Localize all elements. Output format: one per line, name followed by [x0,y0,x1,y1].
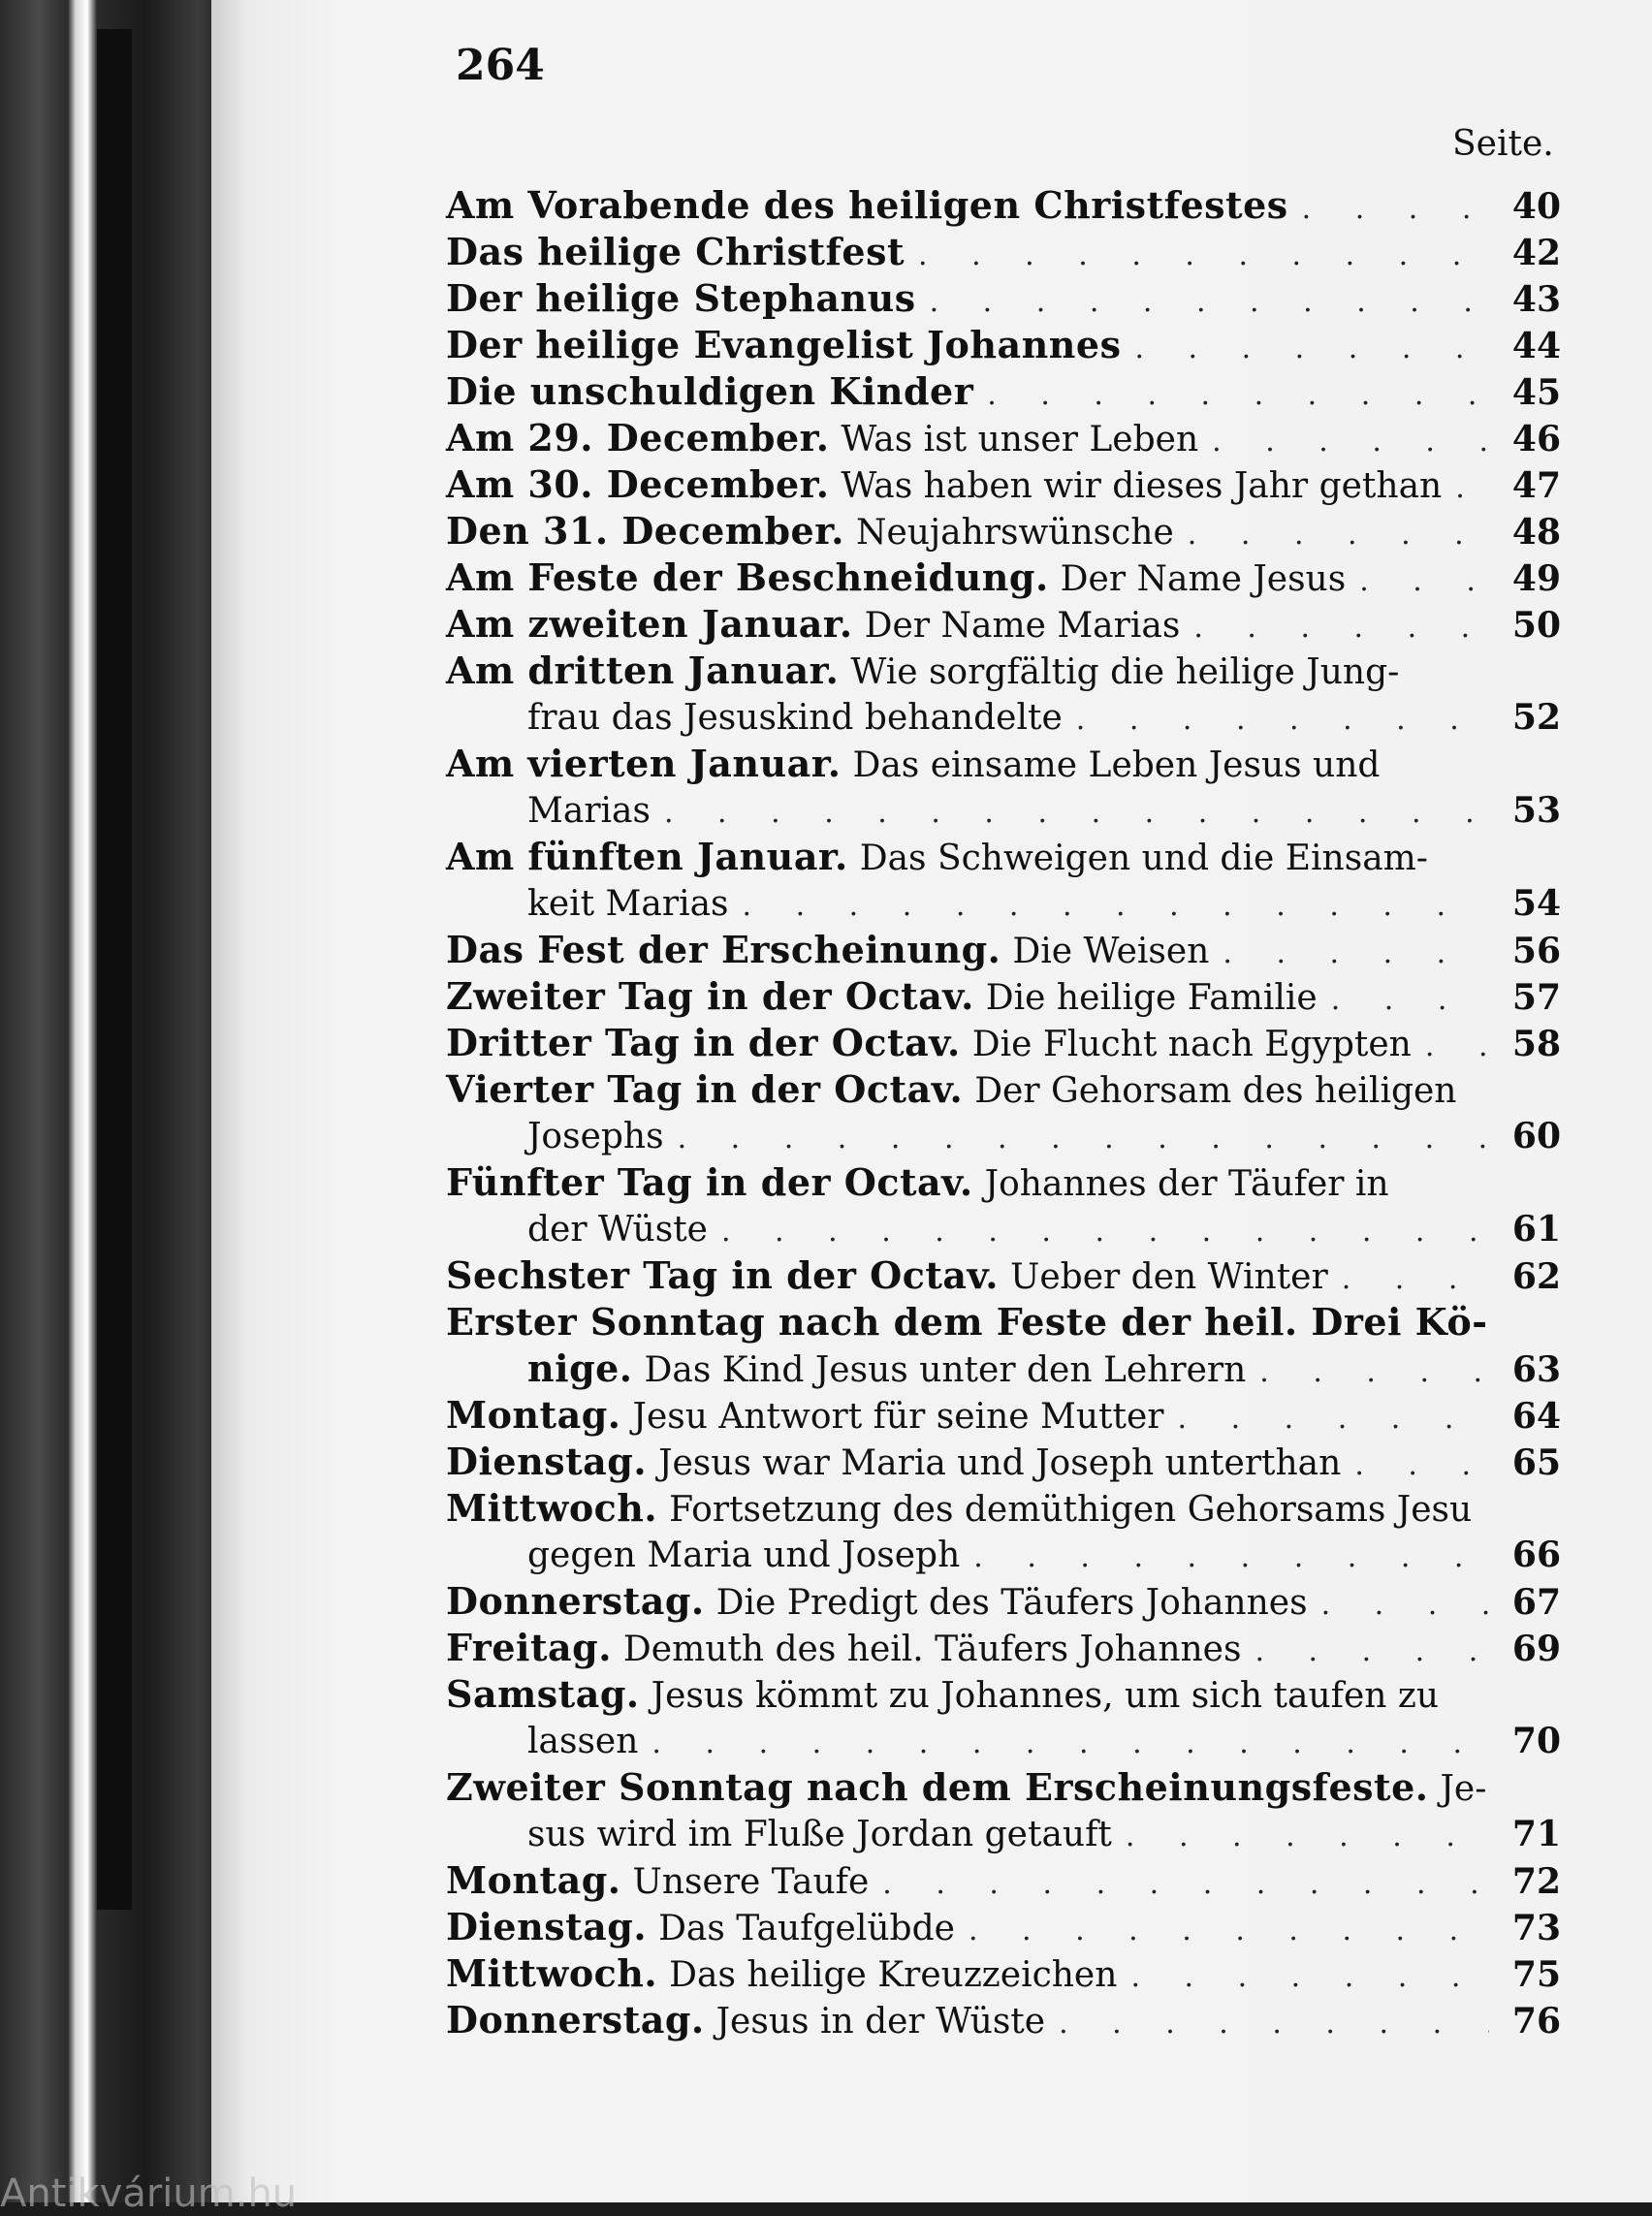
toc-entry [446,1997,1561,2043]
toc-entry [446,461,1561,508]
toc-entry-title: Am dritten Januar. [446,649,840,692]
toc-entry [446,1950,1561,1997]
toc-entry [446,229,1561,275]
toc-entry-page: 52 [1511,697,1561,738]
toc-entry-title: Dienstag. [446,1905,648,1948]
toc-entry-text: Neujahrswünsche [856,513,1174,553]
toc-entry [446,1578,1561,1625]
dot-leader [1354,1442,1489,1489]
toc-entry-page: 53 [1511,790,1561,831]
toc-entry-page: 69 [1511,1629,1561,1669]
toc-entry [446,1857,1561,1904]
toc-entry-page: 61 [1511,1209,1561,1250]
toc-entry-page: 57 [1511,977,1561,1018]
toc-entry-line [446,1625,1561,1671]
toc-entry-line [446,415,1561,461]
toc-entry-page: 70 [1511,1721,1561,1761]
toc-entry-title: Zweiter Tag in der Octav. [446,974,974,1018]
toc-entry-line [446,1578,1561,1625]
toc-entry-text: Die Predigt des Täufers Johannes [715,1583,1308,1623]
toc-entry-text-continuation: lassen [527,1722,639,1761]
toc-entry-text: Was haben wir dieses Jahr gethan [841,466,1443,506]
toc-entry-continuation [446,880,1561,927]
toc-entry-title: Den 31. December. [446,509,844,553]
toc-entry-text: Unsere Taufe [632,1862,870,1902]
toc-entry-title: Das heilige Christfest [446,230,905,273]
toc-entry-page: 64 [1511,1396,1561,1437]
toc-entry-line [446,1392,1561,1439]
toc-entry-line [446,1671,1561,1718]
toc-entry-page: 49 [1511,558,1561,599]
toc-entry-text: Der Name Marias [864,606,1181,646]
toc-entry-text: Je- [1440,1769,1487,1809]
toc-entry-text-continuation: keit Marias [527,884,729,924]
toc-entry-line [446,508,1561,554]
toc-entry-text: Was ist unser Leben [841,420,1199,459]
dot-leader [1321,1582,1489,1629]
toc-entry-title: Vierter Tag in der Octav. [446,1067,964,1111]
dot-leader [664,790,1489,837]
toc-entry-line [446,1439,1561,1485]
toc-entry-line [446,973,1561,1020]
toc-entry-page: 63 [1511,1349,1561,1390]
toc-entry [446,368,1561,415]
table-of-contents [446,182,1561,2043]
toc-entry-title: Am vierten Januar. [446,742,842,785]
toc-entry-text-continuation: Das Kind Jesus unter den Lehrern [644,1350,1247,1390]
toc-entry-title: Das Fest der Erscheinung. [446,928,1001,971]
toc-entry-page: 48 [1511,512,1561,553]
toc-entry-text: Das einsame Leben Jesus und [852,745,1381,785]
dot-leader [1259,1349,1489,1396]
toc-entry-text: Die Weisen [1012,932,1210,971]
toc-entry-line [446,1020,1561,1066]
toc-entry-title: Fünfter Tag in der Octav. [446,1160,973,1204]
toc-entry-title: Die unschuldigen Kinder [446,369,974,413]
toc-entry-continuation [446,694,1561,741]
toc-entry [446,1252,1561,1299]
toc-entry [446,1671,1561,1764]
toc-entry-page: 44 [1511,326,1561,366]
toc-entry [446,1439,1561,1485]
toc-entry-page: 60 [1511,1116,1561,1156]
toc-entry-page: 54 [1511,883,1561,924]
toc-entry-text: Die Flucht nach Egypten [971,1025,1412,1064]
toc-entry-continuation [446,1113,1561,1159]
toc-entry-line [446,275,1561,322]
toc-entry-line [446,1299,1561,1345]
toc-entry [446,322,1561,368]
toc-entry-page: 43 [1511,279,1561,320]
toc-entry-page: 47 [1511,465,1561,506]
toc-entry-page: 65 [1511,1442,1561,1483]
toc-entry-page: 72 [1511,1861,1561,1902]
book-spine-strip [97,29,132,1910]
toc-entry [446,554,1561,601]
toc-entry-text-continuation: sus wird im Fluße Jordan getauft [527,1815,1112,1854]
toc-entry-line [446,1950,1561,1997]
toc-entry-text-continuation: Josephs [527,1117,664,1156]
toc-entry-title: Am 29. December. [446,416,830,459]
toc-entry-page: 58 [1511,1024,1561,1064]
toc-entry-continuation [446,1811,1561,1857]
toc-entry-title: Donnerstag. [446,1998,705,2042]
toc-entry-text-continuation: der Wüste [527,1210,708,1250]
toc-entry-continuation [446,1532,1561,1578]
toc-entry-title: Freitag. [446,1626,612,1669]
toc-entry-text: Die heilige Familie [985,978,1318,1018]
dot-leader [743,883,1489,930]
toc-entry-continuation [446,1718,1561,1764]
dot-leader [1223,931,1489,977]
toc-entry-page: 76 [1511,2001,1561,2042]
dot-leader [1302,186,1489,233]
toc-entry-text-continuation: gegen Maria und Joseph [527,1535,961,1575]
dot-leader [1342,1256,1489,1303]
dot-leader [1130,1954,1489,2001]
toc-entry-title: Mittwoch. [446,1951,658,1995]
toc-entry-title: Samstag. [446,1672,640,1716]
toc-entry-page: 73 [1511,1908,1561,1948]
toc-entry-text: Das Schweigen und die Einsam- [859,839,1428,878]
toc-entry [446,1485,1561,1578]
toc-entry-page: 71 [1511,1814,1561,1854]
toc-entry [446,973,1561,1020]
toc-entry-page: 50 [1511,605,1561,646]
toc-entry-line [446,1764,1561,1811]
dot-leader [1212,419,1489,465]
toc-entry [446,834,1561,927]
dot-leader [1188,512,1489,558]
toc-entry-line [446,322,1561,368]
dot-leader [918,233,1489,279]
toc-entry-title: Montag. [446,1858,621,1902]
toc-entry-title: Am Feste der Beschneidung. [446,555,1049,599]
dot-leader [1331,977,1489,1024]
toc-entry-text-continuation: frau das Jesuskind behandelte [527,698,1063,738]
toc-entry [446,275,1561,322]
toc-entry-title: Am zweiten Januar. [446,602,853,646]
dot-leader [1178,1396,1490,1442]
toc-entry-line [446,1159,1561,1206]
toc-entry-text: Der Name Jesus [1060,559,1347,599]
toc-entry-text: Das Taufgelübde [658,1909,955,1948]
toc-entry-continuation [446,1206,1561,1252]
toc-entry-title: Sechster Tag in der Octav. [446,1253,1000,1297]
toc-entry-page: 56 [1511,931,1561,971]
toc-entry-line [446,834,1561,880]
toc-entry-line [446,1252,1561,1299]
dot-leader [678,1116,1489,1162]
toc-entry-text: Der Gehorsam des heiligen [974,1071,1457,1111]
toc-entry-text: Ueber den Winter [1010,1257,1328,1297]
toc-entry-line [446,461,1561,508]
dot-leader [1126,1814,1489,1860]
toc-entry [446,508,1561,554]
toc-entry-continuation [446,787,1561,834]
toc-entry [446,741,1561,834]
toc-entry [446,927,1561,973]
page-number: 264 [456,41,545,90]
toc-entry [446,1020,1561,1066]
toc-entry-title: Erster Sonntag nach dem Feste der heil. Drei Kö- [446,1300,1488,1344]
toc-entry [446,1159,1561,1252]
toc-entry-title: Am fünften Januar. [446,835,848,878]
toc-entry-line [446,368,1561,415]
column-label-seite: Seite. [1452,124,1554,164]
dot-leader [1059,2001,1489,2047]
toc-entry-page: 67 [1511,1582,1561,1623]
toc-entry-text: Jesus war Maria und Joseph unterthan [658,1443,1342,1483]
toc-entry-title: Am 30. December. [446,462,830,506]
toc-entry [446,1066,1561,1159]
toc-entry-continuation [446,1345,1561,1392]
toc-entry-page: 75 [1511,1954,1561,1995]
toc-entry [446,1299,1561,1392]
toc-entry-line [446,741,1561,787]
toc-entry-text: Jesus kömmt zu Johannes, um sich taufen zu [651,1676,1440,1716]
toc-entry-page: 40 [1511,186,1561,227]
toc-entry-line [446,1485,1561,1532]
dot-leader [882,1861,1489,1908]
toc-entry [446,648,1561,741]
dot-leader [969,1908,1489,1954]
toc-entry-page: 66 [1511,1535,1561,1575]
toc-entry-line [446,601,1561,648]
toc-entry [446,1625,1561,1671]
toc-entry-line [446,1904,1561,1950]
dot-leader [1076,697,1489,744]
toc-entry-line [446,1997,1561,2043]
dot-leader [721,1209,1489,1255]
toc-entry-text: Fortsetzung des demüthigen Gehorsams Jesu [669,1490,1473,1530]
dot-leader [1134,326,1489,372]
toc-entry [446,1904,1561,1950]
toc-entry-text: Das heilige Kreuzzeichen [669,1955,1118,1995]
toc-entry-title: Mittwoch. [446,1486,658,1530]
toc-entry-page: 62 [1511,1256,1561,1297]
toc-entry-page: 42 [1511,233,1561,273]
dot-leader [1255,1629,1489,1675]
dot-leader [987,372,1489,419]
toc-entry [446,601,1561,648]
toc-entry-line [446,182,1561,229]
toc-entry-line [446,1066,1561,1113]
dot-leader [930,279,1489,326]
toc-entry-title: Montag. [446,1393,621,1437]
toc-entry-page: 46 [1511,419,1561,459]
dot-leader [651,1721,1489,1767]
toc-entry-title: Der heilige Stephanus [446,276,916,320]
toc-entry-title: Dritter Tag in der Octav. [446,1021,961,1064]
toc-entry-text: Wie sorgfältig die heilige Jung- [850,652,1400,692]
toc-entry-title-continuation: nige. [527,1346,633,1390]
toc-entry [446,1764,1561,1857]
toc-entry-line [446,648,1561,694]
toc-entry [446,415,1561,461]
watermark-text: Antikvárium.hu [0,2171,298,2216]
toc-entry-line [446,554,1561,601]
toc-entry-text: Jesu Antwort für seine Mutter [632,1397,1164,1437]
toc-entry-title: Dienstag. [446,1440,648,1483]
dot-leader [973,1535,1489,1581]
toc-entry-line [446,927,1561,973]
dot-leader [1359,558,1489,605]
dot-leader [1455,465,1489,512]
toc-entry-page: 45 [1511,372,1561,413]
toc-entry-title: Zweiter Sonntag nach dem Erscheinungsfeste. [446,1765,1429,1809]
toc-entry-title: Donnerstag. [446,1579,705,1623]
toc-entry-line [446,1857,1561,1904]
toc-entry [446,1392,1561,1439]
dot-leader [1193,605,1489,651]
toc-entry-text: Demuth des heil. Täufers Johannes [622,1630,1242,1669]
toc-entry-title: Der heilige Evangelist Johannes [446,323,1122,366]
toc-entry-title: Am Vorabende des heiligen Christfestes [446,183,1288,227]
toc-entry [446,182,1561,229]
toc-entry-line [446,229,1561,275]
dot-leader [1425,1024,1489,1070]
toc-entry-text-continuation: Marias [527,791,651,831]
toc-entry-text: Johannes der Täufer in [984,1164,1389,1204]
toc-entry-text: Jesus in der Wüste [715,2002,1046,2042]
